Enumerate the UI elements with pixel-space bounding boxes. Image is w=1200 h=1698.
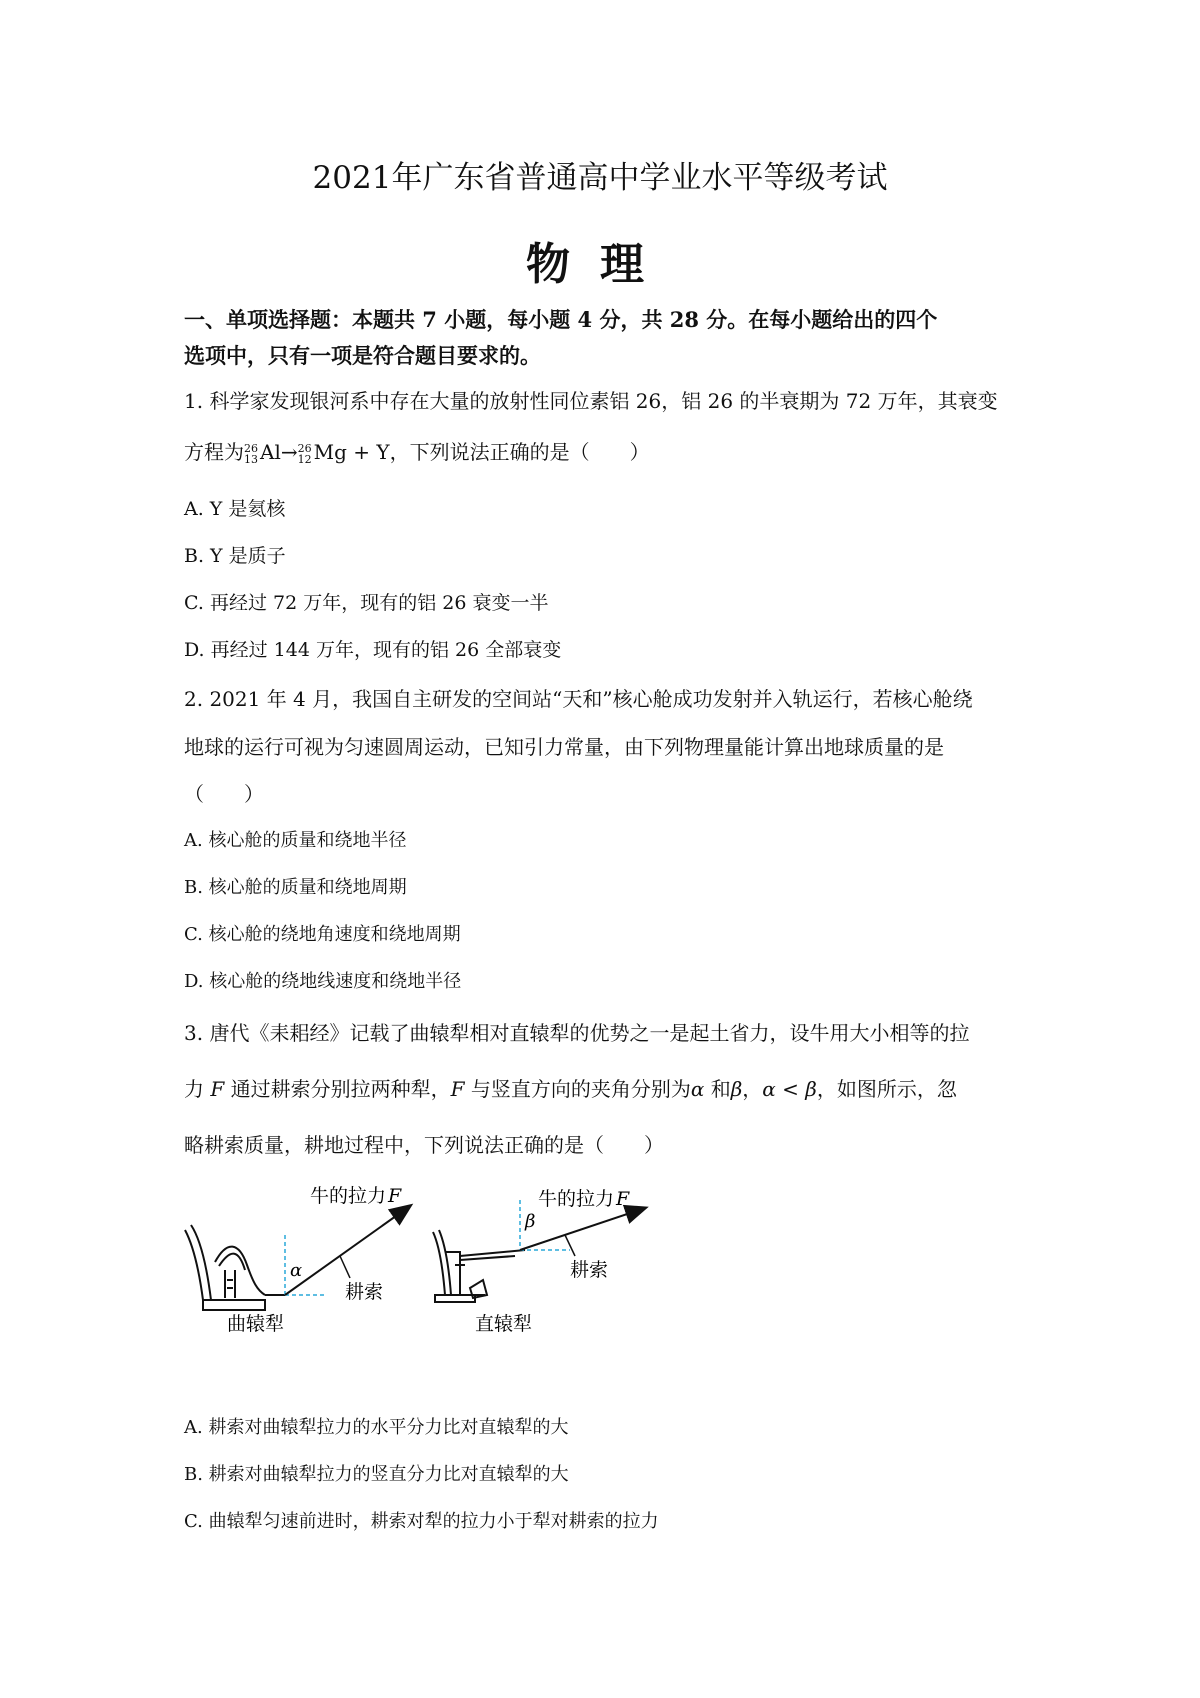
alpha-symbol: α xyxy=(690,1077,705,1101)
left-rope-label: 耕索 xyxy=(345,1281,384,1303)
q3-text: ， xyxy=(742,1077,763,1101)
right-rope-leader xyxy=(565,1235,575,1256)
q1-option-b: B. Y 是质子 xyxy=(184,545,286,567)
left-angle-label: α xyxy=(290,1260,303,1281)
q3-text: 力 xyxy=(184,1077,211,1101)
al-atomic-number: 13 xyxy=(244,452,258,466)
right-rope-label: 耕索 xyxy=(570,1259,609,1281)
right-force-symbol: F xyxy=(616,1188,630,1210)
curved-plow-drawing xyxy=(185,1225,285,1310)
q3-text: 通过耕索分别拉两种犁， xyxy=(224,1077,451,1101)
al-nuclide-numbers xyxy=(244,443,258,465)
angle-inequality: α < β xyxy=(762,1077,817,1101)
section-heading-line1: 一、单项选择题：本题共 7 小题，每小题 4 分，共 28 分。在每小题给出的四个 xyxy=(184,307,938,332)
q1-equation-line xyxy=(184,436,650,465)
q2-option-d: D. 核心舱的绕地线速度和绕地半径 xyxy=(184,971,462,992)
q3-text: 和 xyxy=(704,1077,731,1101)
left-rope-leader xyxy=(340,1256,350,1278)
straight-plow-drawing xyxy=(433,1230,525,1302)
force-symbol: F xyxy=(450,1077,465,1101)
q2-stem-line2: 地球的运行可视为匀速圆周运动，已知引力常量，由下列物理量能计算出地球质量的是 xyxy=(184,735,944,759)
subject-title: 物理 xyxy=(526,239,674,290)
exam-title: 2021年广东省普通高中学业水平等级考试 xyxy=(312,160,888,196)
mg-atomic-number: 12 xyxy=(297,452,312,466)
q1-equation-suffix: ，下列说法正确的是（ ） xyxy=(389,440,650,464)
mg-nuclide-numbers xyxy=(298,443,312,465)
al-symbol: Al xyxy=(260,440,281,464)
q1-equation-prefix: 方程为 xyxy=(184,440,244,464)
q2-option-c: C. 核心舱的绕地角速度和绕地周期 xyxy=(184,924,461,945)
mg-symbol: Mg + Y xyxy=(313,440,390,464)
q3-stem-line1: 3. 唐代《耒耜经》记载了曲辕犁相对直辕犁的优势之一是起土省力，设牛用大小相等的拉 xyxy=(184,1021,970,1045)
mg-mass-number: 26 xyxy=(297,441,312,455)
reaction-arrow: → xyxy=(280,440,298,464)
q3-option-a: A. 耕索对曲辕犁拉力的水平分力比对直辕犁的大 xyxy=(184,1417,569,1438)
plow-figure xyxy=(175,1170,715,1350)
q2-option-b: B. 核心舱的质量和绕地周期 xyxy=(184,877,407,898)
q3-text: ，如图所示，忽 xyxy=(816,1077,957,1101)
q2-option-a: A. 核心舱的质量和绕地半径 xyxy=(184,830,407,851)
q3-option-c: C. 曲辕犁匀速前进时，耕索对犁的拉力小于犁对耕索的拉力 xyxy=(184,1511,659,1532)
beta-symbol: β xyxy=(730,1077,743,1101)
q3-text: 与竖直方向的夹角分别为 xyxy=(464,1077,691,1101)
q3-stem-line2 xyxy=(184,1073,957,1102)
q1-option-d: D. 再经过 144 万年，现有的铝 26 全部衰变 xyxy=(184,639,562,661)
q3-stem-line3: 略耕索质量，耕地过程中，下列说法正确的是（ ） xyxy=(184,1133,664,1157)
section-heading-line2: 选项中，只有一项是符合题目要求的。 xyxy=(184,343,541,368)
left-force-symbol: F xyxy=(388,1185,402,1207)
right-angle-label: β xyxy=(525,1211,536,1232)
q3-option-b: B. 耕索对曲辕犁拉力的竖直分力比对直辕犁的大 xyxy=(184,1464,569,1485)
q2-stem-line3: （ ） xyxy=(184,782,264,806)
q1-option-a: A. Y 是氦核 xyxy=(184,498,286,520)
left-force-label: 牛的拉力 xyxy=(310,1185,387,1207)
q1-stem-line1: 1. 科学家发现银河系中存在大量的放射性同位素铝 26，铝 26 的半衰期为 72 万年，其衰变 xyxy=(184,389,998,413)
right-caption: 直辕犁 xyxy=(475,1313,533,1335)
force-symbol: F xyxy=(210,1077,225,1101)
al-mass-number: 26 xyxy=(244,441,258,455)
q2-stem-line1: 2. 2021 年 4 月，我国自主研发的空间站“天和”核心舱成功发射并入轨运行，若核心舱绕 xyxy=(184,687,973,711)
right-force-label: 牛的拉力 xyxy=(538,1188,615,1210)
left-caption: 曲辕犁 xyxy=(227,1313,285,1335)
q1-option-c: C. 再经过 72 万年，现有的铝 26 衰变一半 xyxy=(184,592,549,614)
right-force-arrow xyxy=(520,1208,645,1250)
